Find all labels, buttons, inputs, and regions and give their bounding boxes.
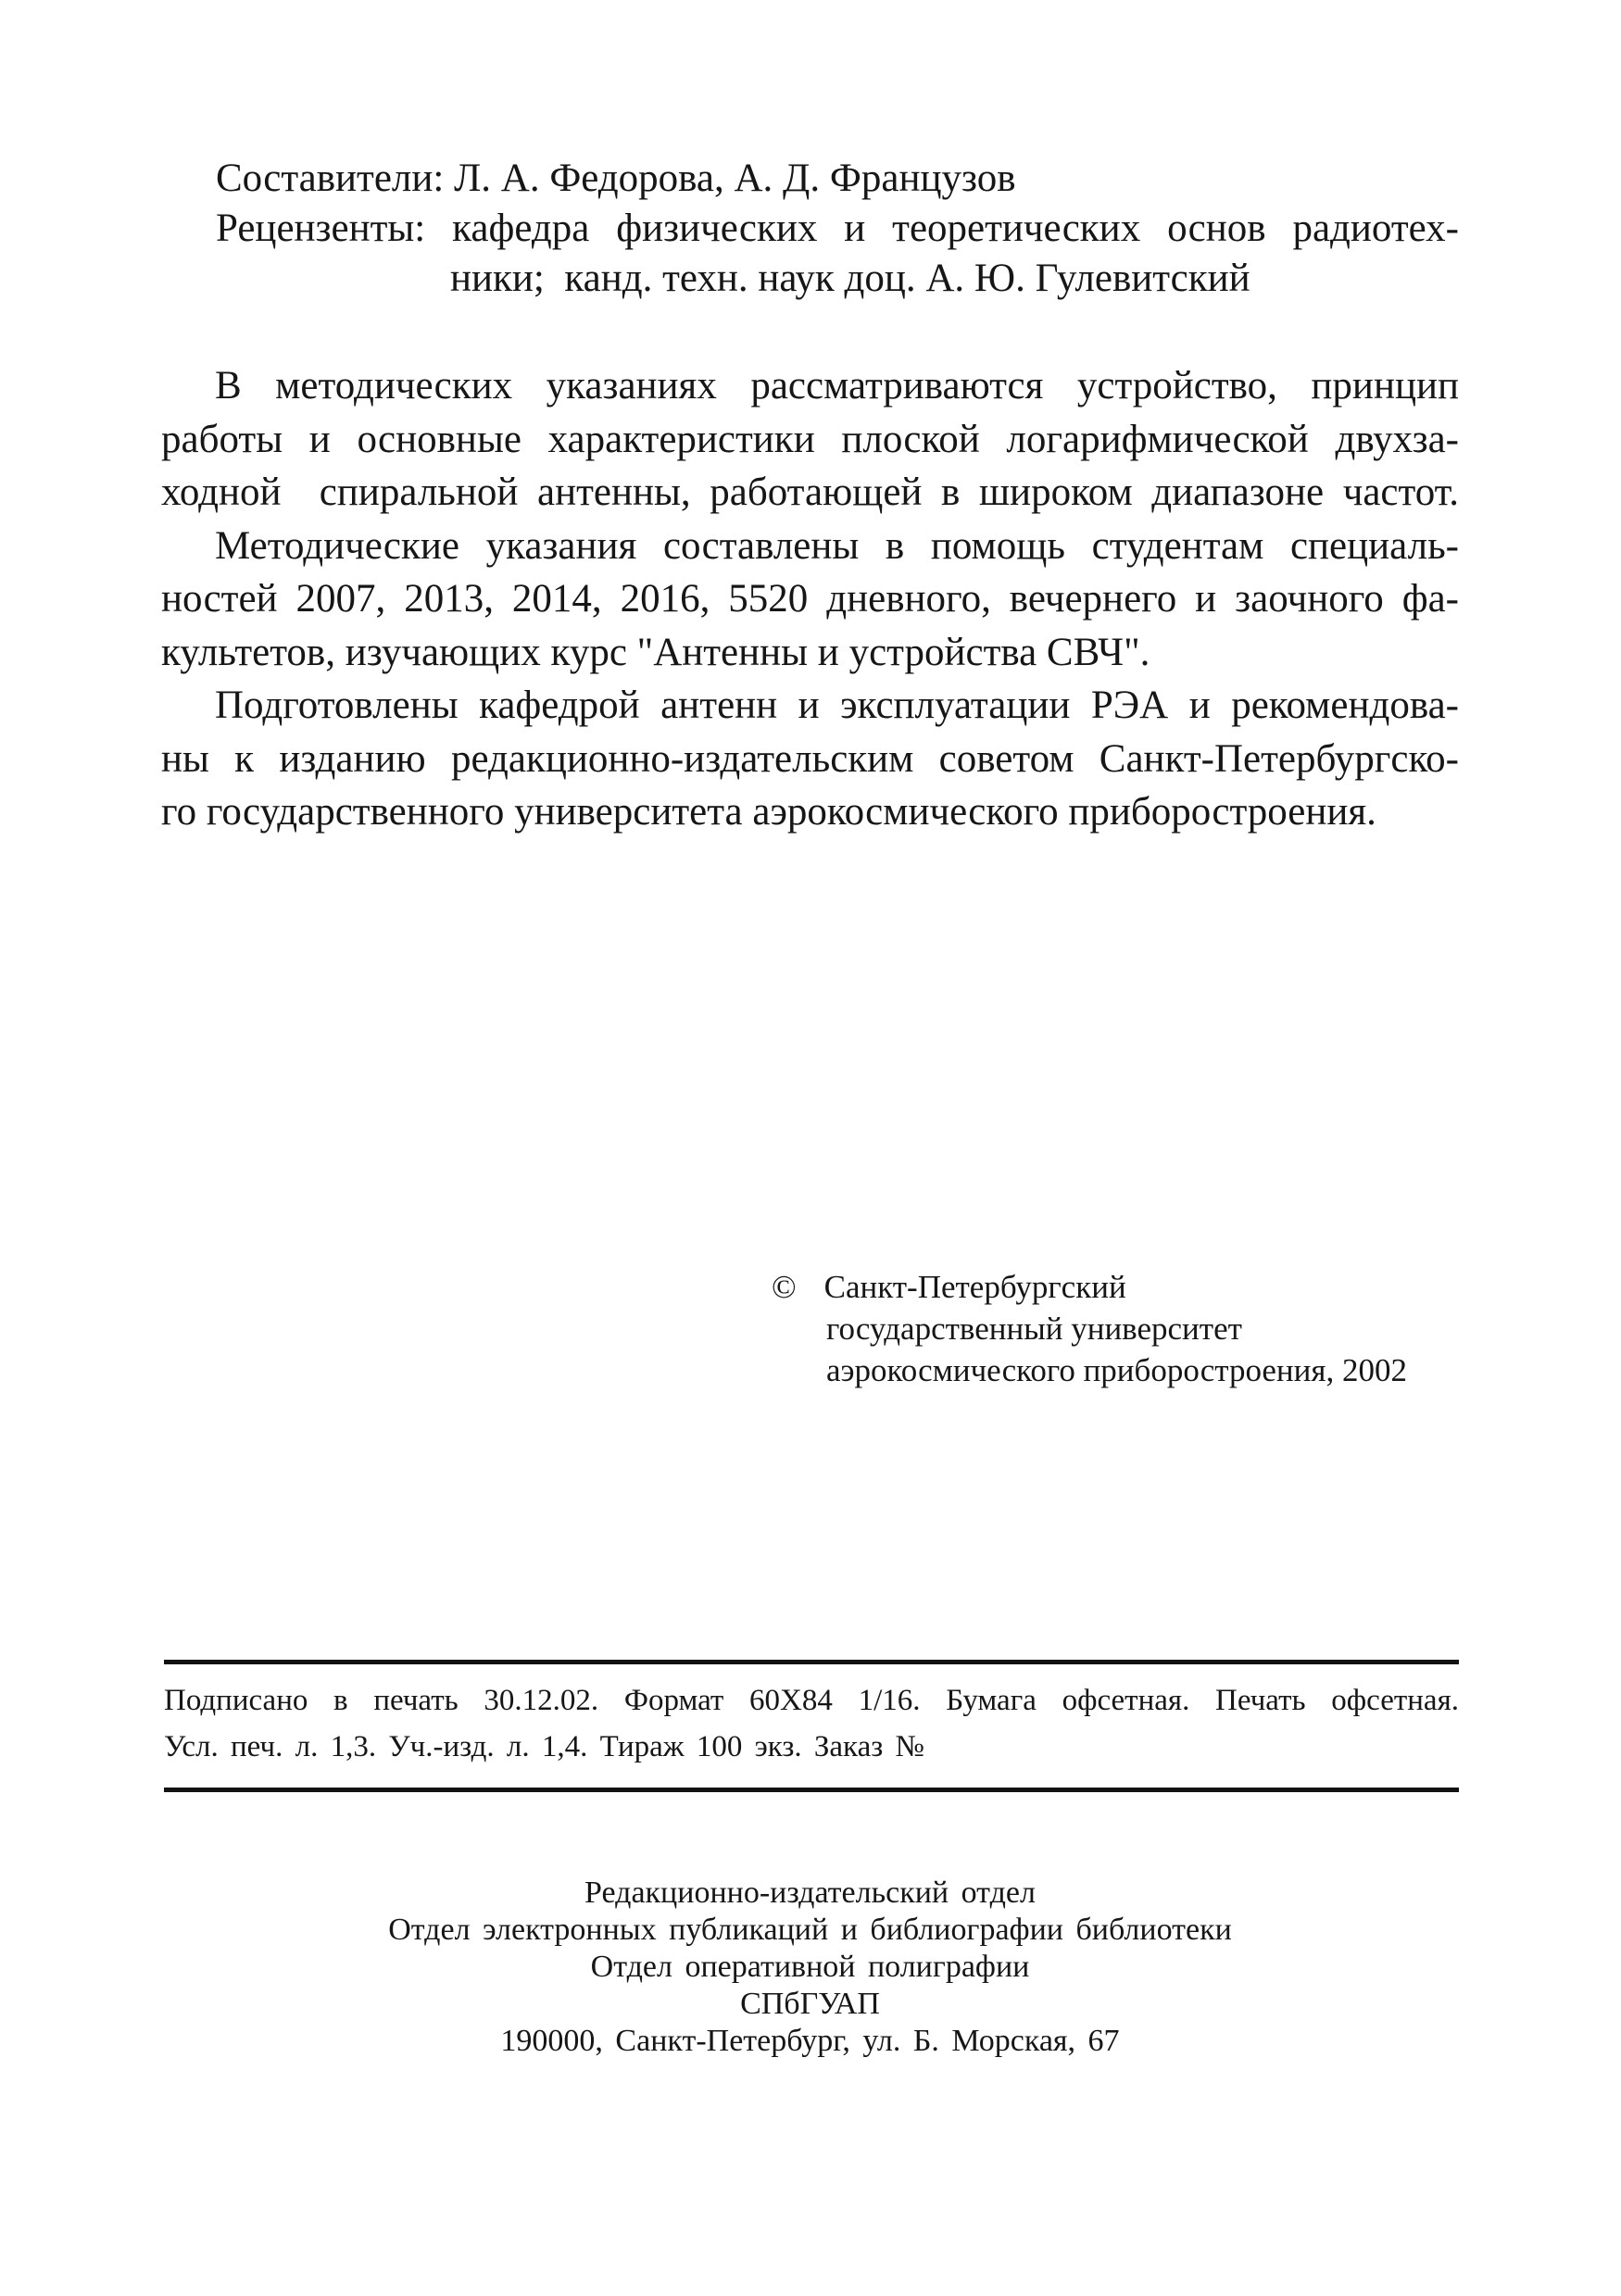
paragraph-2-line-1: Методические указания составлены в помощь студентам специаль- [215,523,1459,568]
imprint-line-2: Усл. печ. л. 1,3. Уч.-изд. л. 1,4. Тираж 100 экз. Заказ № [164,1730,924,1763]
imprint-line-1: Подписано в печать 30.12.02. Формат 60Х84 1/16. Бумага офсетная. Печать офсетная. [164,1684,1459,1717]
publisher-block [161,1875,1459,2060]
imprint-rule-bottom [164,1788,1459,1792]
paragraph-3-line-1: Подготовлены кафедрой антенн и эксплуатации РЭА и рекомендова- [215,684,1459,727]
compilers-line: Составители: Л. А. Федорова, А. Д. Французов [216,157,1016,200]
paragraph-2-line-2: ностей 2007, 2013, 2014, 2016, 5520 дневного, вечернего и заочного фа- [161,577,1459,621]
publisher-dept-1: Редакционно-издательский отдел [584,1876,1036,1910]
copyright-holder: Санкт-Петербургский [823,1269,1126,1305]
paragraph-1-line-2: работы и основные характеристики плоской логарифмической двухза- [161,417,1459,461]
publisher-name: СПбГУАП [740,1987,880,2021]
paragraph-1-line-1: В методических указаниях рассматриваются устройство, принцип [215,364,1459,408]
imprint-rule-top [164,1660,1459,1664]
credits-block [161,154,1459,304]
publisher-dept-2: Отдел электронных публикаций и библиографии библиотеки [388,1913,1232,1947]
copyright-icon: © [772,1269,797,1305]
imprint-block [164,1660,1459,1792]
annotation-block [161,359,1459,839]
copyright-line-1 [772,1266,1407,1308]
publisher-dept-3: Отдел оперативной полиграфии [590,1950,1030,1984]
reviewers-line-2: ники; канд. техн. наук доц. А. Ю. Гулевитский [450,257,1250,300]
paragraph-3-line-3: го государственного университета аэрокосмического приборостроения. [161,790,1376,834]
reviewers-line-1: Рецензенты: кафедра физических и теоретических основ радиотех- [216,207,1459,250]
copyright-line-3: аэрокосмического приборостроения, 2002 [826,1352,1407,1388]
paragraph-2-line-3: культетов, изучающих курс "Антенны и устройства СВЧ". [161,630,1150,674]
copyright-line-2: государственный университет [826,1311,1242,1347]
copyright-block [772,1266,1407,1391]
paragraph-1-line-3: ходной спиральной антенны, работающей в широком диапазоне частот. [161,470,1459,514]
paragraph-3-line-2: ны к изданию редакционно-издательским советом Санкт-Петербургско- [161,736,1459,781]
publisher-address: 190000, Санкт-Петербург, ул. Б. Морская, 67 [500,2024,1120,2058]
